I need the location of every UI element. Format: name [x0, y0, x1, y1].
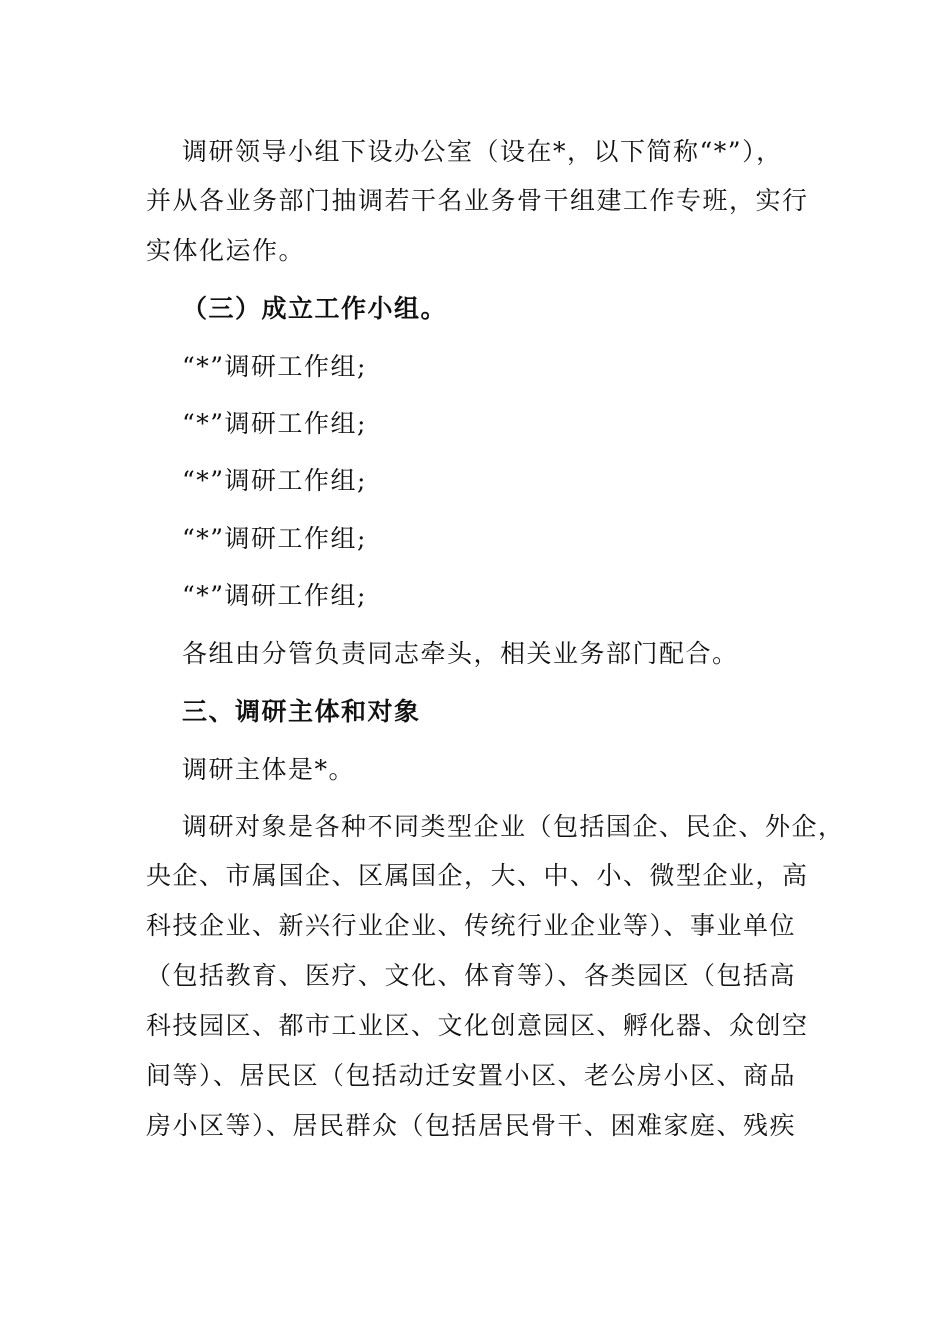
paragraph-line: 科技企业、新兴行业企业、传统行业企业等）、事业单位 [146, 911, 797, 940]
paragraph-line: 间等）、居民区（包括动迁安置小区、老公房小区、商品 [146, 1061, 797, 1090]
groups-note: 各组由分管负责同志牵头，相关业务部门配合。 [182, 639, 739, 668]
paragraph-line: 调研对象是各种不同类型企业（包括国企、民企、外企， [182, 812, 845, 841]
paragraph-line: 实体化运作。 [146, 236, 306, 265]
paragraph-line: 并从各业务部门抽调若干名业务骨干组建工作专班，实行 [146, 186, 809, 215]
paragraph-line: 科技园区、都市工业区、文化创意园区、孵化器、众创空 [146, 1011, 809, 1040]
subject-line: 调研主体是*。 [182, 755, 356, 784]
working-group-item: “*”调研工作组; [182, 466, 367, 495]
working-group-item: “*”调研工作组; [182, 524, 367, 553]
section-heading: 三、调研主体和对象 [182, 697, 421, 726]
section-heading: （三）成立工作小组。 [182, 294, 448, 323]
working-group-item: “*”调研工作组; [182, 409, 367, 438]
paragraph-line: 调研领导小组下设办公室（设在*，以下简称“*”）， [182, 137, 783, 166]
paragraph-line: （包括教育、医疗、文化、体育等）、各类园区（包括高 [146, 961, 797, 990]
paragraph-line: 房小区等）、居民群众（包括居民骨干、困难家庭、残疾 [146, 1111, 797, 1140]
working-group-item: “*”调研工作组; [182, 352, 367, 381]
working-group-item: “*”调研工作组; [182, 581, 367, 610]
paragraph-line: 央企、市属国企、区属国企，大、中、小、微型企业，高 [146, 861, 809, 890]
